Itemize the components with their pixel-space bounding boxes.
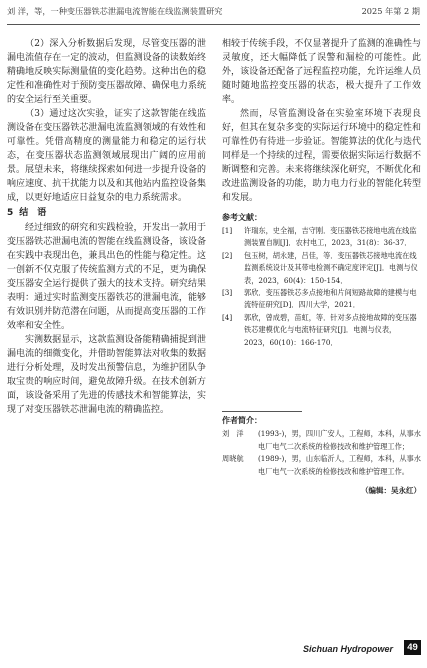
page-number: 49 [404,640,421,655]
reference-id: [4] [222,312,233,322]
right-column [222,37,421,498]
running-title: 刘 洋，等，一种变压器铁芯泄漏电流智能在线监测装置研究 [7,6,223,16]
conclusion-paragraph: 实测数据显示，这款监测设备能精确捕捉到泄漏电流的细微变化，并借助智能算法对收集的数据进行分析处理，及时发出预警信息，为维护团队争取宝贵的响应时间，避免故障升级。在技术创新方面，该设备采用了先进的传感技术和智能算法，实现了对变压器铁芯泄漏电流的精确监控。 [7,335,206,415]
references-heading: 参考文献： [222,213,262,222]
author-bio [222,428,421,453]
body-paragraph: 相较于传统手段，不仅显著提升了监测的准确性与灵敏度，还大幅降低了误警和漏检的可能性。此外，该设备还配备了远程监控功能，允许运维人员随时随地监控变压器的状态，极大提升了工作效率。 [222,39,421,105]
section-title: 结 语 [19,208,47,218]
reference-item [222,312,421,349]
reference-text: 包玉树，胡永建，吕佳，等．变压器铁芯接地电流在线监测系统设计及其带电检测不确定度评定[J]．电测与仪表，2023，60(4)：150-154． [244,250,418,285]
reference-id: [1] [222,226,233,235]
conclusion-paragraph: 经过细致的研究和实践检验，开发出一款用于变压器铁芯泄漏电流的智能在线监测设备，该设备在实践中表现出色，兼具出色的性能与稳定性。这一创新不仅克服了传统监测方式的不足，更为确保变压器安全运行提供了强大的技术支持。研究结果表明：通过实时监测变压器铁芯的泄漏电流，能够有效识别并防范潜在问题，从而提高变压器的工作效率和安全性。 [7,223,206,331]
body-paragraph: （3）通过这次实验，证实了这款智能在线监测设备在变压器铁芯泄漏电流监测领域的有效性和可靠性。凭借高精度的测量能力和稳定的运行状态，在变压器状态监测领域展现出广阔的应用前景。展望未来，将继续探索如何进一步提升设备的响应速度、抗干扰能力以及和其他站内监控设备集成，以更好地适应日益复杂的电力系统需求。 [7,109,206,203]
reference-text: 郭欣，曾成碧，苗虹，等．针对多点接地故障的变压器铁芯建模优化与电流特征研究[J]．电测与仪表，2023，60(10)：166-170． [244,312,417,347]
author-bio [222,453,421,478]
reference-id: [2] [222,250,233,260]
issue-number: 2025 年第 2 期 [361,6,420,16]
reference-item [222,287,421,312]
authors-heading: 作者简介： [222,416,262,426]
body-paragraph: （2）深入分析数据后发现，尽管变压器的泄漏电流值存在一定的波动，但监测设备的读数始终精确地反映实际测量值的变化趋势。这种出色的稳定性和准确性对于预防变压器故障、确保电力系统的安全运行至关重要。 [7,39,206,105]
author-text: (1993-)，男，四川广安人，工程师，本科，从事水电厂电气二次系统的检修技改和维护管理工作； [258,429,421,451]
reference-text: 许瑞东，史全福，吉守刚．变压器铁芯接地电流在线监测装置自制[J]．农村电工，2023，31(8)：36-37． [244,226,417,248]
reference-id: [3] [222,288,233,298]
left-column [7,37,206,417]
body-paragraph: 然而，尽管监测设备在实验室环境下表现良好，但其在复杂多变的实际运行环境中的稳定性和可靠性仍有待进一步验证。智能算法的优化与迭代同样是一个持续的过程，需要依据实际运行数据不断调整和完善。未来将继续深化研究，不断优化和改进监测设备的功能，助力电力行业的智能化转型和发展。 [222,109,421,203]
author-name: 周晓航 [222,454,244,464]
reference-item [222,225,421,250]
author-divider [222,411,302,412]
author-text: (1989-)，男，山东临沂人，工程师，本科，从事水电厂电气一次系统的检修技改和维护管理工作。 [258,454,421,476]
section-number: 5 [7,208,14,218]
editor-note: （编辑：吴永红） [361,486,421,496]
author-name: 刘 洋 [222,429,244,439]
header-rule [7,24,420,25]
running-header [7,6,420,17]
section-heading [7,206,206,220]
reference-text: 郭欣．变压器铁芯多点接地和片间短路故障的建模与电流特征研究[D]．四川大学，2021． [244,288,417,310]
reference-item [222,250,421,287]
journal-name: Sichuan Hydropower [303,644,394,654]
